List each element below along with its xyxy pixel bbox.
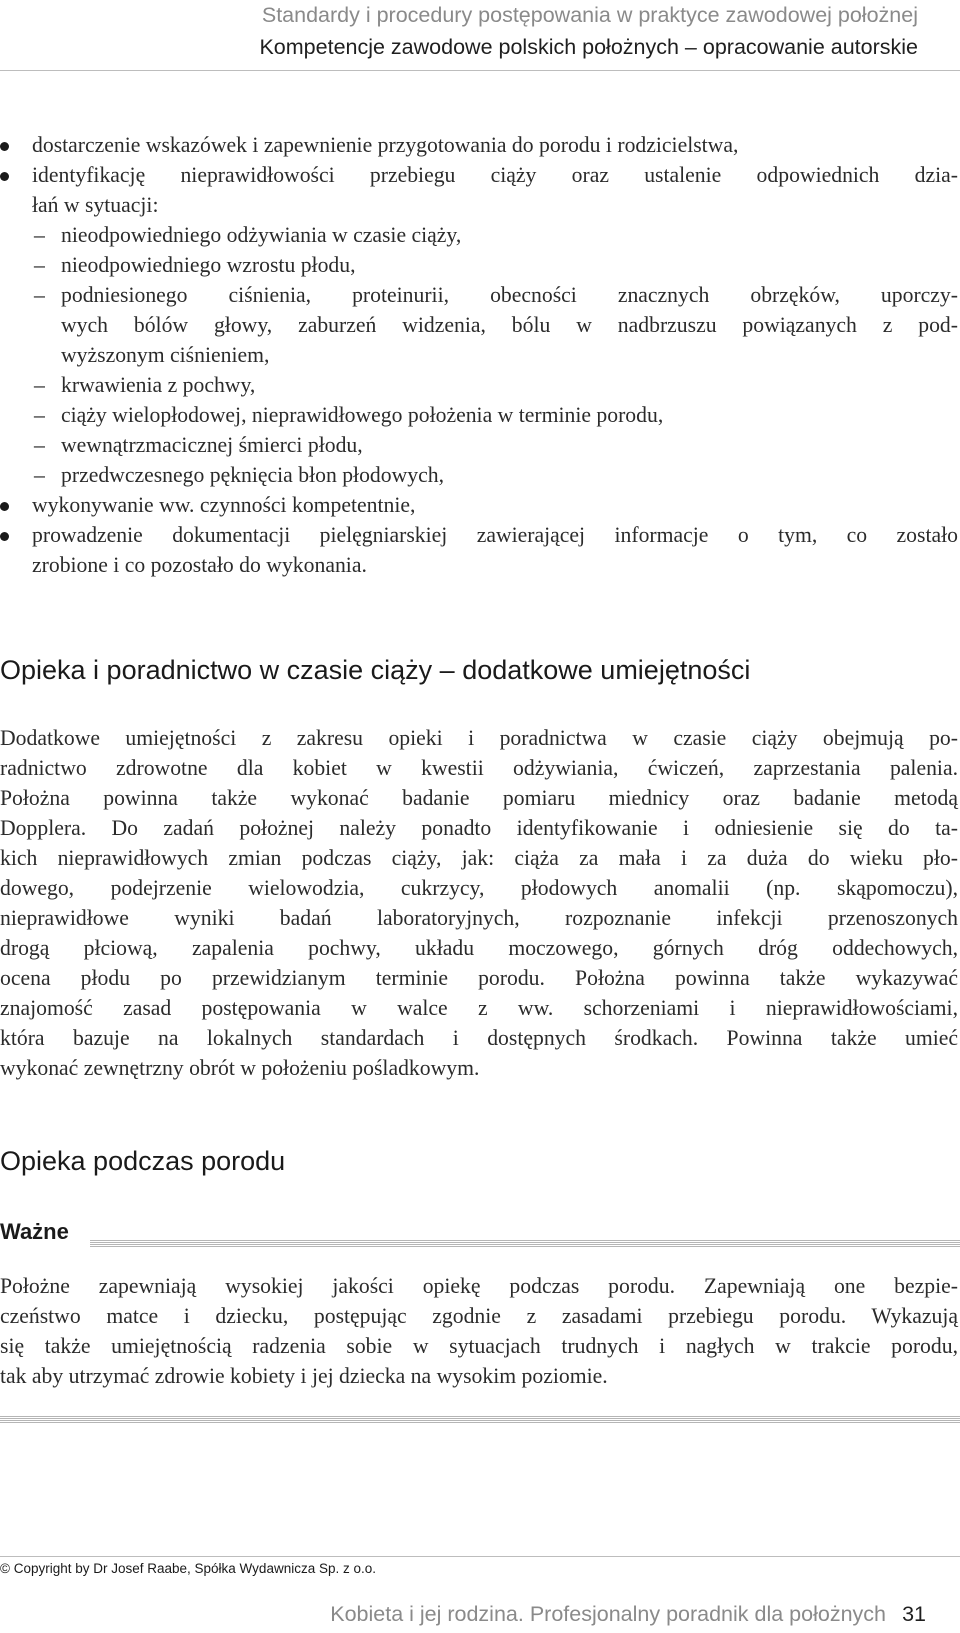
paragraph-line: tak aby utrzymać zdrowie kobiety i jej dziecka na wysokim poziomie.	[0, 1364, 608, 1388]
paragraph-line: która bazuje na lokalnych standardach i dostępnych środkach. Powinna także umieć	[0, 1026, 958, 1050]
bullet-icon	[0, 142, 9, 151]
bullet-icon	[0, 502, 9, 511]
important-label: Ważne	[0, 1219, 69, 1244]
sub-list-item-continuation: wych bólów głowy, zaburzeń widzenia, bólu w nadbrzuszu powiązanych z pod-	[61, 313, 958, 337]
section-heading: Opieka i poradnictwo w czasie ciąży – dodatkowe umiejętności	[0, 655, 751, 685]
copyright-notice: © Copyright by Dr Josef Raabe, Spółka Wydawnicza Sp. z o.o.	[0, 1561, 376, 1576]
dash-marker: –	[34, 403, 45, 427]
bullet-list	[0, 130, 958, 580]
sub-list-item: – ciąży wielopłodowej, nieprawidłowego położenia w terminie porodu,	[0, 400, 958, 430]
dash-marker: –	[34, 253, 45, 277]
paragraph-line: wykonać zewnętrzny obrót w położeniu pośladkowym.	[0, 1056, 480, 1080]
list-item-continuation: zrobione i co pozostało do wykonania.	[32, 553, 367, 577]
paragraph-line: Dodatkowe umiejętności z zakresu opieki i poradnictwa w czasie ciąży obejmują po-	[0, 726, 958, 750]
dash-marker: –	[34, 373, 45, 397]
sub-list-item: – krwawienia z pochwy,	[0, 370, 958, 400]
section1-paragraph	[0, 723, 958, 1083]
paragraph-line: radnictwo zdrowotne dla kobiet w kwestii odżywiania, ćwiczeń, zaprzestania palenia.	[0, 756, 958, 780]
bullet-icon	[0, 172, 9, 181]
paragraph-line: nieprawidłowe wyniki badań laboratoryjnych, rozpoznanie infekcji przenoszonych	[0, 906, 958, 930]
dash-marker: –	[34, 433, 45, 457]
paragraph-line: Położna powinna także wykonać badanie pomiaru miednicy oraz badanie metodą	[0, 786, 958, 810]
list-item: dostarczenie wskazówek i zapewnienie przygotowania do porodu i rodzicielstwa,	[0, 130, 958, 160]
sub-list-item-continuation: wyższonym ciśnieniem,	[61, 343, 270, 367]
section-heading: Opieka podczas porodu	[0, 1146, 286, 1176]
important-box-header	[0, 1219, 960, 1259]
paragraph-line: znajomość zasad postępowania w walce z ww. schorzeniami i nieprawidłowościami,	[0, 996, 958, 1020]
list-item: wykonywanie ww. czynności kompetentnie,	[0, 490, 958, 520]
important-divider	[90, 1240, 960, 1248]
list-item-continuation: łań w sytuacji:	[32, 193, 159, 217]
important-paragraph	[0, 1271, 958, 1391]
header-series-title: Standardy i procedury postępowania w praktyce zawodowej położnej	[261, 3, 918, 27]
footer-book-title: Kobieta i jej rodzina. Profesjonalny poradnik dla położnych	[330, 1602, 886, 1626]
dash-marker: –	[34, 463, 45, 487]
paragraph-line: ocena płodu po przewidzianym terminie porodu. Położna powinna także wykazywać	[0, 966, 958, 990]
sub-list-item: – przedwczesnego pęknięcia błon płodowych,	[0, 460, 958, 490]
list-item: prowadzenie dokumentacji pielęgniarskiej zawierającej informacje o tym, co zostało	[0, 520, 958, 550]
dash-marker: –	[34, 283, 45, 307]
paragraph-line: drogą płciową, zapalenia pochwy, układu moczowego, górnych dróg oddechowych,	[0, 936, 958, 960]
sub-list-item: – nieodpowiedniego wzrostu płodu,	[0, 250, 958, 280]
important-box-bottom-divider	[0, 1416, 960, 1424]
sub-list-item: – wewnątrzmacicznej śmierci płodu,	[0, 430, 958, 460]
page-number: 31	[902, 1602, 926, 1626]
footer-divider	[0, 1556, 960, 1557]
header-divider	[0, 70, 960, 71]
bullet-icon	[0, 532, 9, 541]
header-chapter-title: Kompetencje zawodowe polskich położnych – opracowanie autorskie	[259, 35, 918, 59]
sub-list-item: – podniesionego ciśnienia, proteinurii, obecności znacznych obrzęków, uporczy-	[0, 280, 958, 310]
paragraph-line: Dopplera. Do zadań położnej należy ponadto identyfikowanie i odniesienie się do ta-	[0, 816, 958, 840]
sub-list-item: – nieodpowiedniego odżywiania w czasie ciąży,	[0, 220, 958, 250]
paragraph-line: dowego, podejrzenie wielowodzia, cukrzycy, płodowych anomalii (np. skąpomoczu),	[0, 876, 958, 900]
paragraph-line: kich nieprawidłowych zmian podczas ciąży, jak: ciąża za mała i za duża do wieku pło-	[0, 846, 958, 870]
paragraph-line: Położne zapewniają wysokiej jakości opiekę podczas porodu. Zapewniają one bezpie-	[0, 1274, 958, 1298]
page-header	[0, 0, 960, 74]
paragraph-line: czeństwo matce i dziecku, postępując zgodnie z zasadami przebiegu porodu. Wykazują	[0, 1304, 958, 1328]
list-item: identyfikację nieprawidłowości przebiegu ciąży oraz ustalenie odpowiednich dzia-	[0, 160, 958, 190]
paragraph-line: się także umiejętnością radzenia sobie w sytuacjach trudnych i nagłych w trakcie porodu,	[0, 1334, 958, 1358]
dash-marker: –	[34, 223, 45, 247]
